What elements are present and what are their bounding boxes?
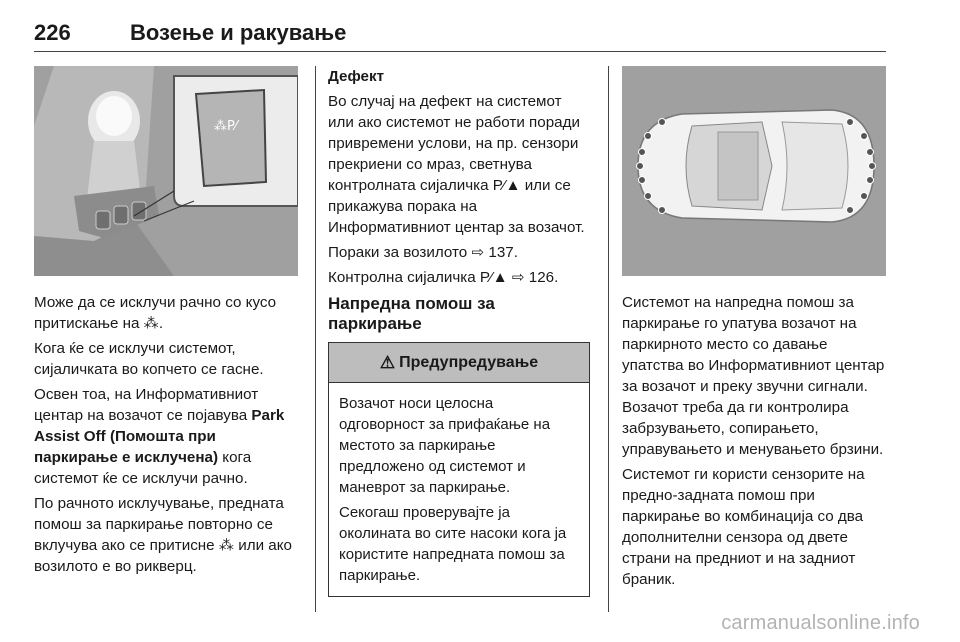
cross-reference: Контролна сијаличка P⁄▲ ⇨ 126. (328, 269, 559, 286)
defect-heading: Дефект (328, 68, 385, 85)
column-divider (315, 66, 316, 612)
left-column (34, 66, 302, 581)
warning-body (329, 383, 589, 596)
watermark: carmanualsonline.info (721, 612, 920, 634)
console-svg (34, 66, 298, 276)
page-number: 226 (34, 20, 71, 45)
paragraph (34, 384, 302, 489)
svg-text:⁂P⁄: ⁂P⁄ (214, 119, 238, 134)
paragraph: По рачното исклучување, предната помош за паркирање повторно се вклучува ако се притисне ⁂ или ако возилото е во рикверц. (34, 495, 293, 575)
warning-paragraph: Возачот носи целосна одговорност за прифаќање на местото за паркирање предложено од системот и маневрот за паркирање. (339, 395, 551, 496)
paragraph: Системот ги користи сензорите на предно-задната помош при паркирање во комбинација со два дополнителни сензора од двете страни на предниот и на задниот браник. (622, 466, 865, 588)
message-text: Park Assist Off (Помошта при паркирање е исклучена) (34, 407, 285, 466)
warning-icon: ⚠ (379, 352, 396, 372)
paragraph: Системот на напредна помош за паркирање го упатува возачот на паркирното место со давање упатства во Информативниот центар за возачот и преку звучни сигнали. Возачот треба да ги контролира забрзувањето, сопирањето, управувањето и менувањето брзини. (622, 294, 885, 458)
car-svg (622, 66, 886, 276)
warning-box (328, 342, 590, 597)
text-run: Освен тоа, на Информативниот центар на возачот се појавува (34, 386, 259, 424)
section-heading: Напредна помош за паркирање (328, 294, 495, 333)
middle-column (328, 66, 590, 597)
page-header (34, 18, 886, 52)
paragraph: Во случај на дефект на системот или ако системот не работи поради привремени услови, на пр. сензори прекриени со мраз, светнува контролната сијаличка P⁄▲ или се прикажува порака на Информативниот центар за возачот. (328, 93, 585, 236)
warning-paragraph: Секогаш проверувајте ја околината во сите насоки кога ја користите напредната помош за паркирање. (339, 504, 567, 584)
paragraph: Може да се исклучи рачно со кусо притискање на ⁂. (34, 294, 277, 332)
console-button-illustration (34, 66, 298, 276)
right-column (622, 66, 886, 594)
text-run: кога системот ќе се исклучи рачно. (34, 449, 252, 487)
page-title: Возење и ракување (130, 20, 347, 45)
column-divider (608, 66, 609, 612)
cross-reference: Пораки за возилото ⇨ 137. (328, 244, 518, 261)
warning-header (329, 343, 589, 383)
paragraph: Кога ќе се исклучи системот, сијаличката во копчето се гасне. (34, 340, 264, 378)
warning-title: Предупредување (399, 353, 539, 371)
car-sensors-illustration (622, 66, 886, 276)
